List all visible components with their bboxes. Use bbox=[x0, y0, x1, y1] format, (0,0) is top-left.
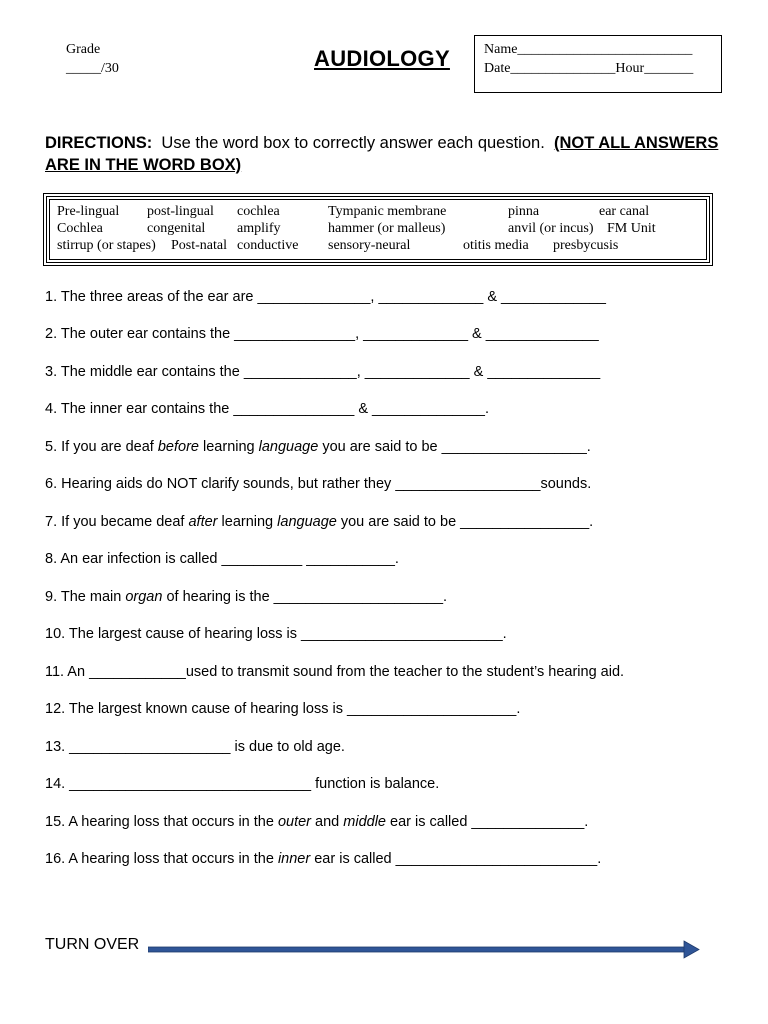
question-16[interactable]: 16. A hearing loss that occurs in the inner ear is called _________________________. bbox=[45, 851, 602, 867]
question-12[interactable]: 12. The largest known cause of hearing loss is _____________________. bbox=[45, 701, 521, 717]
word-item: hammer (or malleus) bbox=[328, 221, 446, 236]
word-item: stirrup (or stapes) bbox=[57, 238, 156, 253]
question-1[interactable]: 1. The three areas of the ear are ______________, _____________ & _____________ bbox=[45, 289, 606, 305]
question-6[interactable]: 6. Hearing aids do NOT clarify sounds, but rather they __________________sounds. bbox=[45, 476, 592, 492]
date-hour-line[interactable]: Date_______________Hour_______ bbox=[484, 61, 694, 76]
question-11[interactable]: 11. An ____________used to transmit sound from the teacher to the student’s hearing aid. bbox=[45, 664, 625, 680]
word-item: otitis media bbox=[463, 238, 529, 253]
question-9[interactable]: 9. The main organ of hearing is the _____________________. bbox=[45, 589, 448, 605]
name-line[interactable]: Name_________________________ bbox=[484, 42, 693, 57]
word-item: Pre-lingual bbox=[57, 204, 120, 219]
word-item: FM Unit bbox=[607, 221, 656, 236]
directions-label: DIRECTIONS: bbox=[45, 134, 153, 152]
word-item: presbycusis bbox=[553, 238, 619, 253]
question-15[interactable]: 15. A hearing loss that occurs in the outer and middle ear is called ______________. bbox=[45, 814, 589, 830]
grade-score: _____/30 bbox=[66, 61, 119, 76]
page-title: AUDIOLOGY bbox=[314, 46, 450, 71]
question-5[interactable]: 5. If you are deaf before learning language you are said to be __________________. bbox=[45, 439, 591, 455]
word-item: pinna bbox=[508, 204, 540, 219]
word-item: Cochlea bbox=[57, 221, 103, 236]
word-item: congenital bbox=[147, 221, 206, 236]
question-2[interactable]: 2. The outer ear contains the _______________, _____________ & ______________ bbox=[45, 326, 599, 342]
question-4[interactable]: 4. The inner ear contains the _______________ & ______________. bbox=[45, 401, 489, 417]
question-13[interactable]: 13. ____________________ is due to old age. bbox=[45, 739, 345, 755]
directions-text: Use the word box to correctly answer each question. bbox=[161, 134, 545, 152]
grade-label: Grade bbox=[66, 42, 101, 57]
turn-over-label: TURN OVER bbox=[45, 936, 140, 953]
question-8[interactable]: 8. An ear infection is called __________ ___________. bbox=[45, 551, 399, 567]
word-item: ear canal bbox=[599, 204, 650, 219]
question-14[interactable]: 14. ______________________________ function is balance. bbox=[45, 776, 440, 792]
word-item: conductive bbox=[237, 238, 299, 253]
grade-area bbox=[66, 40, 119, 78]
word-item: cochlea bbox=[237, 204, 280, 219]
word-box bbox=[43, 193, 713, 266]
word-item: Tympanic membrane bbox=[328, 204, 447, 219]
right-arrow-icon bbox=[148, 940, 700, 960]
word-item: Post-natal bbox=[171, 238, 227, 253]
directions bbox=[45, 132, 735, 176]
directions-note: (NOT ALL ANSWERS ARE IN THE WORD BOX) bbox=[45, 134, 719, 174]
word-item: post-lingual bbox=[147, 204, 214, 219]
word-item: amplify bbox=[237, 221, 281, 236]
question-3[interactable]: 3. The middle ear contains the ______________, _____________ & ______________ bbox=[45, 364, 601, 380]
word-item: sensory-neural bbox=[328, 238, 411, 253]
question-10[interactable]: 10. The largest cause of hearing loss is _________________________. bbox=[45, 626, 507, 642]
word-item: anvil (or incus) bbox=[508, 221, 594, 236]
name-date-box bbox=[474, 35, 722, 93]
question-7[interactable]: 7. If you became deaf after learning language you are said to be ________________. bbox=[45, 514, 594, 530]
